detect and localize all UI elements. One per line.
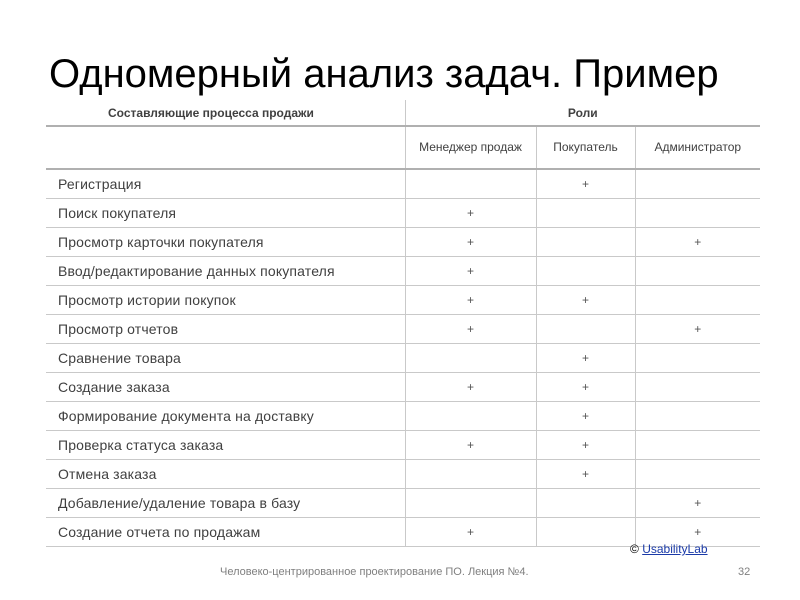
task-name: Формирование документа на доставку [46,402,405,431]
mark-admin [635,169,760,199]
task-name: Добавление/удаление товара в базу [46,489,405,518]
mark-buyer [536,489,635,518]
mark-admin: + [635,228,760,257]
mark-admin: + [635,489,760,518]
mark-manager: + [405,228,536,257]
mark-manager: + [405,518,536,547]
task-name: Отмена заказа [46,460,405,489]
header-task-column: Составляющие процесса продажи [46,100,405,126]
role-manager: Менеджер продаж [405,126,536,169]
mark-admin [635,286,760,315]
mark-buyer: + [536,431,635,460]
header-roles: Роли [405,100,760,126]
mark-admin [635,402,760,431]
mark-buyer [536,315,635,344]
mark-admin: + [635,518,760,547]
mark-admin [635,257,760,286]
mark-manager [405,460,536,489]
table-row [46,199,760,228]
mark-buyer [536,518,635,547]
footer-text: Человеко-центрированное проектирование ПО. Лекция №4. [220,566,529,578]
page-number: 32 [738,566,751,578]
mark-buyer: + [536,402,635,431]
mark-manager [405,489,536,518]
role-admin: Администратор [635,126,760,169]
table-roles-row [46,126,760,169]
task-role-table [46,100,760,547]
mark-admin [635,460,760,489]
mark-admin [635,344,760,373]
mark-manager: + [405,257,536,286]
task-name: Поиск покупателя [46,199,405,228]
mark-buyer [536,257,635,286]
mark-buyer [536,228,635,257]
table-row [46,489,760,518]
table-header-row [46,100,760,126]
mark-manager: + [405,199,536,228]
mark-manager [405,169,536,199]
task-name: Создание заказа [46,373,405,402]
mark-buyer: + [536,169,635,199]
mark-admin [635,431,760,460]
task-name: Просмотр отчетов [46,315,405,344]
mark-admin: + [635,315,760,344]
usabilitylab-link[interactable]: UsabilityLab [642,542,708,556]
mark-manager [405,344,536,373]
mark-buyer: + [536,460,635,489]
table-row [46,344,760,373]
task-name: Ввод/редактирование данных покупателя [46,257,405,286]
table-row [46,402,760,431]
table-row [46,373,760,402]
table-row [46,228,760,257]
task-name: Создание отчета по продажам [46,518,405,547]
copyright-symbol: © [630,542,639,556]
mark-manager: + [405,286,536,315]
copyright [630,542,708,556]
mark-admin [635,373,760,402]
mark-buyer [536,199,635,228]
mark-admin [635,199,760,228]
mark-buyer: + [536,286,635,315]
mark-buyer: + [536,344,635,373]
mark-manager [405,402,536,431]
task-name: Проверка статуса заказа [46,431,405,460]
table-row [46,169,760,199]
role-buyer: Покупатель [536,126,635,169]
task-name: Сравнение товара [46,344,405,373]
mark-manager: + [405,431,536,460]
task-name: Регистрация [46,169,405,199]
table-row [46,315,760,344]
table-row [46,257,760,286]
task-name: Просмотр истории покупок [46,286,405,315]
mark-manager: + [405,315,536,344]
task-name: Просмотр карточки покупателя [46,228,405,257]
table-row [46,431,760,460]
header-empty-cell [46,126,405,169]
slide-title: Одномерный анализ задач. Пример [49,52,719,96]
table-row [46,286,760,315]
mark-buyer: + [536,373,635,402]
mark-manager: + [405,373,536,402]
table-row [46,460,760,489]
